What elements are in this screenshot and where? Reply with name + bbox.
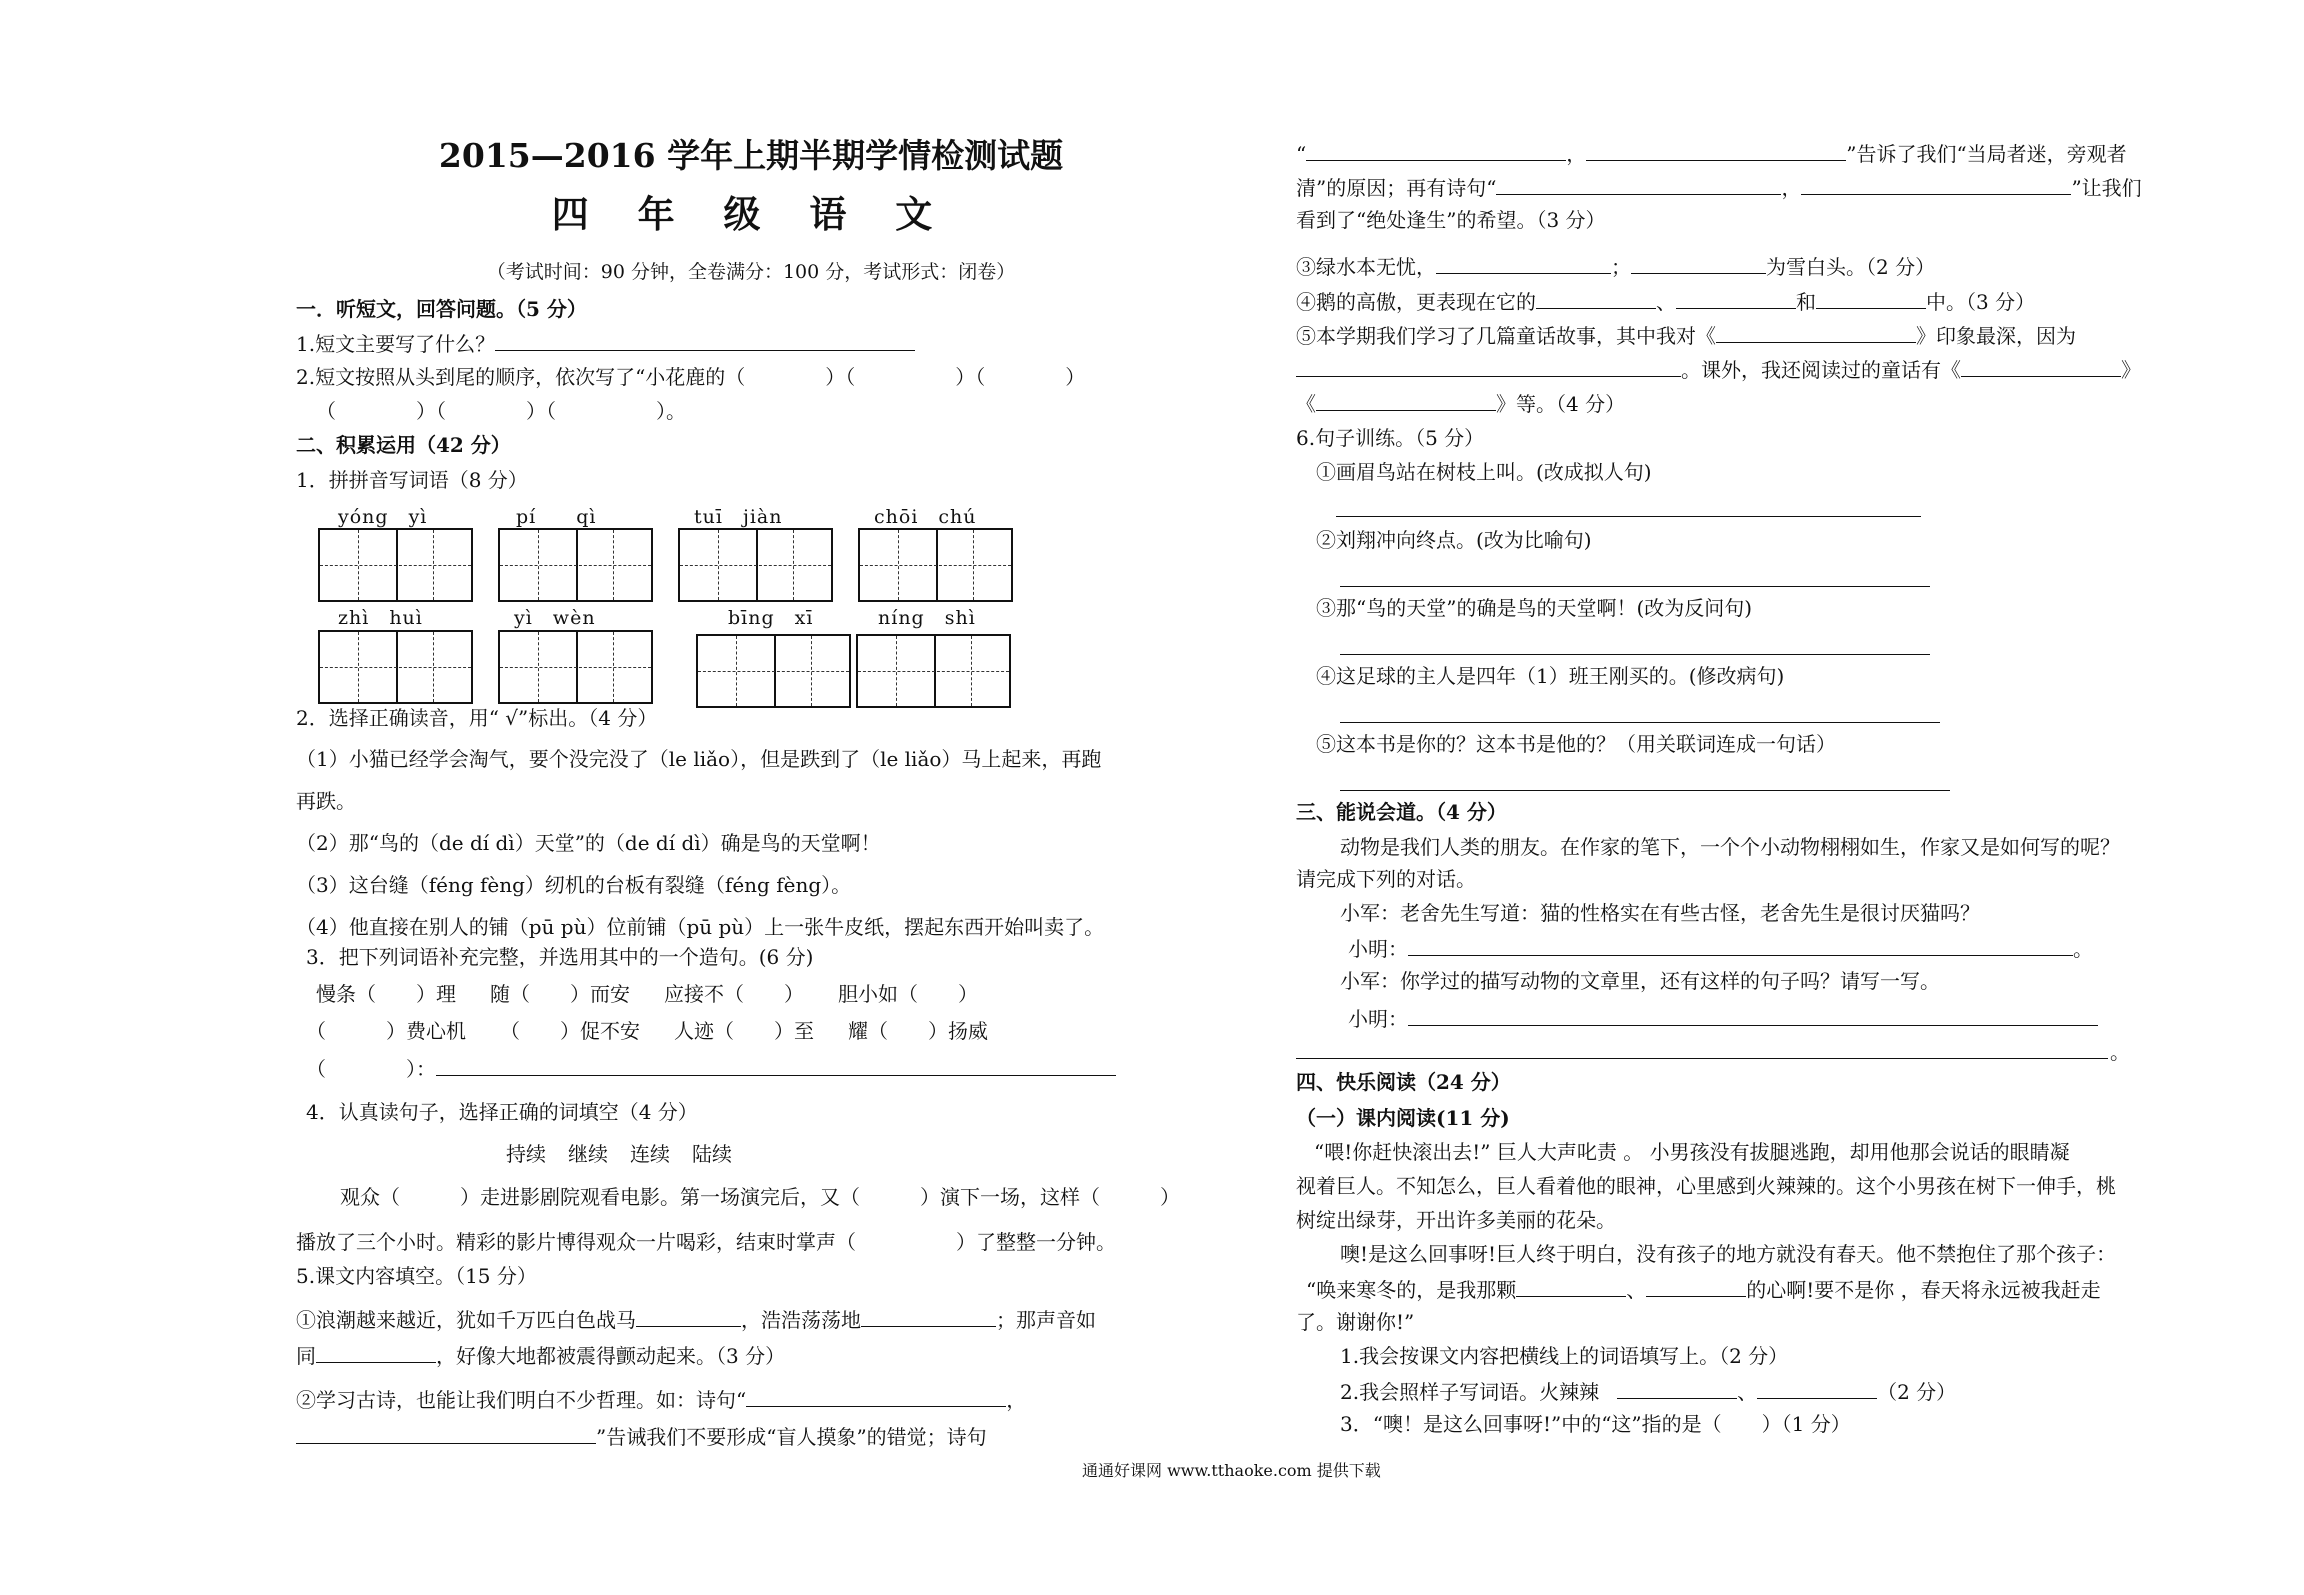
sec2-question-1: 1．拼拼音写词语（8 分） <box>296 468 528 492</box>
sec1-question-2a: 2.短文按照从头到尾的顺序，依次写了“小花鹿的（ ）（ ）（ ） <box>296 365 1086 389</box>
answer-blank[interactable] <box>1646 1274 1746 1297</box>
dialog-end-mark: 。 <box>2110 1040 2130 1064</box>
reading-paragraph-2: 噢!是这么回事呀!巨人终于明白，没有孩子的地方就没有春天。他不禁抱住了那个孩子： <box>1340 1242 2117 1266</box>
sec2-q5-item-2-cont: ”告诫我们不要形成“盲人摸象”的错觉；诗句 <box>296 1421 987 1451</box>
answer-line[interactable] <box>1340 654 1930 655</box>
page-title: 2015—2016 学年上期半期学情检测试题 <box>438 136 1064 175</box>
answer-blank[interactable] <box>495 328 915 351</box>
reading-paragraph-2-cont2: 了。谢谢你!” <box>1296 1310 1415 1334</box>
sec2-q5-item-1: ①浪潮越来越近，犹如千万匹白色战马 ，浩浩荡荡地 ；那声音如 <box>296 1304 1096 1334</box>
sec2-q2-item-2: （2）那“鸟的（de dí dì）天堂”的（de dí dì）确是鸟的天堂啊！ <box>296 831 881 855</box>
section-3-heading: 三、能说会道。（4 分） <box>1296 800 1507 824</box>
sentence-task-4: ④这足球的主人是四年（1）班王刚买的。(修改病句) <box>1316 664 1785 688</box>
poem-line-1: “ ， ”告诉了我们“当局者迷，旁观者 <box>1296 138 2127 168</box>
sec2-question-4: 4．认真读句子，选择正确的词填空（4 分） <box>306 1100 698 1124</box>
dialog-line-4: 小明： <box>1348 1003 2098 1033</box>
sec2-q2-item-3: （3）这台缝（féng fèng）纫机的台板有裂缝（féng fèng）。 <box>296 873 852 897</box>
sentence-training-heading: 6.句子训练。（5 分） <box>1296 426 1485 450</box>
sec2-q2-item-1b: 再跌。 <box>296 789 356 813</box>
sentence-task-2: ②刘翔冲向终点。(改为比喻句) <box>1316 528 1592 552</box>
exam-info: （考试时间：90 分钟，全卷满分：100 分，考试形式：闭卷） <box>486 261 1016 283</box>
answer-blank[interactable] <box>1617 1376 1737 1399</box>
fill-item-5: ⑤本学期我们学习了几篇童话故事，其中我对《 》印象最深，因为 <box>1296 320 2076 350</box>
sentence-task-1: ①画眉鸟站在树枝上叫。(改成拟人句) <box>1316 460 1652 484</box>
answer-blank[interactable] <box>1516 1274 1626 1297</box>
section-4-heading: 四、快乐阅读（24 分） <box>1296 1070 1511 1094</box>
answer-blank[interactable] <box>1296 354 1681 377</box>
answer-blank[interactable] <box>1408 1003 2098 1026</box>
sentence-task-5: ⑤这本书是你的？这本书是他的？（用关联词连成一句话） <box>1316 732 1836 756</box>
writing-grid[interactable] <box>678 528 833 602</box>
sentence-task-3: ③那“鸟的天堂”的确是鸟的天堂啊！(改为反问句) <box>1316 596 1753 620</box>
dialog-line-3: 小军：你学过的描写动物的文章里，还有这样的句子吗？请写一写。 <box>1340 969 1940 993</box>
answer-blank[interactable] <box>1676 286 1796 309</box>
answer-blank[interactable] <box>1961 354 2121 377</box>
dialog-line-1: 小军：老舍先生写道：猫的性格实在有些古怪，老舍先生是很讨厌猫吗？ <box>1340 901 1980 925</box>
answer-blank[interactable] <box>296 1421 596 1444</box>
answer-blank[interactable] <box>1586 138 1846 161</box>
section-4-subheading: （一）课内阅读(11 分) <box>1296 1106 1510 1130</box>
answer-blank[interactable] <box>861 1304 996 1327</box>
answer-blank[interactable] <box>1408 933 2073 956</box>
reading-question-3: 3．“噢！是这么回事呀!”中的“这”指的是（ ）（1 分） <box>1340 1412 1851 1436</box>
sec2-question-2: 2．选择正确读音，用“ √”标出。（4 分） <box>296 706 658 730</box>
answer-blank[interactable] <box>1757 1376 1877 1399</box>
reading-paragraph-1-cont2: 树绽出绿芽，开出许多美丽的花朵。 <box>1296 1208 1616 1232</box>
writing-grid[interactable] <box>858 528 1013 602</box>
writing-grid[interactable] <box>318 528 473 602</box>
fill-item-5-cont: 。课外，我还阅读过的童话有《 》 <box>1296 354 2141 384</box>
answer-line[interactable] <box>1340 790 1950 791</box>
dialog-line-2: 小明： 。 <box>1348 933 2093 963</box>
sec2-q4-sentence-a: 观众（ ）走进影剧院观看电影。第一场演完后，又（ ）演下一场，这样（ ） <box>340 1185 1180 1209</box>
reading-paragraph-2-cont: “唤来寒冬的，是我那颗 、 的心啊!要不是你 ，春天将永远被我赶走 <box>1306 1274 2101 1304</box>
word-choices: 持续 继续 连续 陆续 <box>506 1142 732 1166</box>
page-footer: 通通好课网 www.tthaoke.com 提供下载 <box>1082 1461 1381 1480</box>
sec2-q5-item-2: ②学习古诗，也能让我们明白不少哲理。如：诗句“ ， <box>296 1384 1026 1414</box>
sec1-question-1: 1.短文主要写了什么？ <box>296 328 915 358</box>
answer-blank[interactable] <box>636 1304 741 1327</box>
writing-grid[interactable] <box>696 634 851 708</box>
reading-question-2: 2.我会照样子写词语。火辣辣 、 （2 分） <box>1340 1376 1956 1406</box>
answer-blank[interactable] <box>1536 286 1656 309</box>
sec2-question-5: 5.课文内容填空。（15 分） <box>296 1264 537 1288</box>
answer-blank[interactable] <box>316 1340 436 1363</box>
writing-grid[interactable] <box>498 630 653 704</box>
fill-item-5-cont2: 《 》等。（4 分） <box>1296 388 1625 418</box>
fill-item-3: ③绿水本无忧， ； 为雪白头。（2 分） <box>1296 251 1935 281</box>
answer-blank[interactable] <box>1496 172 1781 195</box>
pinyin-label: tuī jiàn <box>694 506 783 528</box>
sec2-q2-item-1a: （1）小猫已经学会淘气，要个没完没了（le liǎo），但是跌到了（le liǎo）马上起来，再跑 <box>296 747 1102 771</box>
page-subtitle: 四 年 级 语 文 <box>551 192 951 236</box>
sec3-intro: 动物是我们人类的朋友。在作家的笔下，一个个小动物栩栩如生，作家又是如何写的呢？ <box>1340 835 2120 859</box>
idiom-sentence: （ ）： <box>306 1053 1116 1083</box>
answer-blank[interactable] <box>1306 138 1566 161</box>
answer-blank[interactable] <box>1436 251 1611 274</box>
answer-line[interactable] <box>1340 586 1930 587</box>
answer-blank[interactable] <box>1801 172 2071 195</box>
section-2-heading: 二、积累运用（42 分） <box>296 433 511 457</box>
pinyin-label: yì wèn <box>514 607 596 629</box>
poem-line-2: 清”的原因；再有诗句“ ， ”让我们 <box>1296 172 2142 202</box>
idiom-row-1: 慢条（ ）理 随（ ）而安 应接不（ ） 胆小如（ ） <box>316 982 978 1006</box>
pinyin-label: níng shì <box>878 607 976 629</box>
sec2-q2-item-4: （4）他直接在别人的铺（pū pù）位前铺（pū pù）上一张牛皮纸，摆起东西开始叫卖了。 <box>296 915 1105 939</box>
answer-blank[interactable] <box>1316 388 1496 411</box>
writing-grid[interactable] <box>856 634 1011 708</box>
answer-blank[interactable] <box>436 1053 1116 1076</box>
pinyin-label: zhì huì <box>338 607 423 629</box>
sec2-q4-sentence-b: 播放了三个小时。精彩的影片博得观众一片喝彩，结束时掌声（ ）了整整一分钟。 <box>296 1230 1116 1254</box>
reading-paragraph-1: “喂!你赶快滚出去!” 巨人大声叱责 。 小男孩没有拔腿逃跑，却用他那会说话的眼睛凝 <box>1314 1140 2070 1164</box>
reading-question-1: 1.我会按课文内容把横线上的词语填写上。（2 分） <box>1340 1344 1789 1368</box>
answer-blank[interactable] <box>1716 320 1916 343</box>
pinyin-label: bīng xī <box>728 607 814 629</box>
writing-grid[interactable] <box>318 630 473 704</box>
answer-line[interactable] <box>1336 516 1921 517</box>
pinyin-label: chōi chú <box>874 506 977 528</box>
answer-line[interactable] <box>1340 722 1940 723</box>
answer-blank[interactable] <box>1816 286 1926 309</box>
writing-grid[interactable] <box>498 528 653 602</box>
sec1-question-2b: （ ）（ ）（ ）。 <box>316 399 686 423</box>
poem-line-3: 看到了“绝处逢生”的希望。（3 分） <box>1296 208 1606 232</box>
pinyin-label: pí qì <box>516 506 597 528</box>
sec2-q5-item-1-cont: 同 ，好像大地都被震得颤动起来。（3 分） <box>296 1340 785 1370</box>
answer-blank[interactable] <box>746 1384 1006 1407</box>
pinyin-label: yóng yì <box>338 506 428 528</box>
sec2-question-3: 3．把下列词语补充完整，并选用其中的一个造句。(6 分) <box>306 945 814 969</box>
section-1-heading: 一．听短文，回答问题。（5 分） <box>296 297 587 321</box>
sec3-intro-cont: 请完成下列的对话。 <box>1296 867 1476 891</box>
answer-blank[interactable] <box>1631 251 1766 274</box>
idiom-row-2: （ ）费心机 （ ）促不安 人迹（ ）至 耀（ ）扬威 <box>306 1019 988 1043</box>
answer-line[interactable] <box>1296 1058 2108 1059</box>
reading-paragraph-1-cont: 视着巨人。不知怎么，巨人看着他的眼神，心里感到火辣辣的。这个小男孩在树下一伸手，桃 <box>1296 1174 2116 1198</box>
fill-item-4: ④鹅的高傲，更表现在它的 、 和 中。（3 分） <box>1296 286 2035 316</box>
